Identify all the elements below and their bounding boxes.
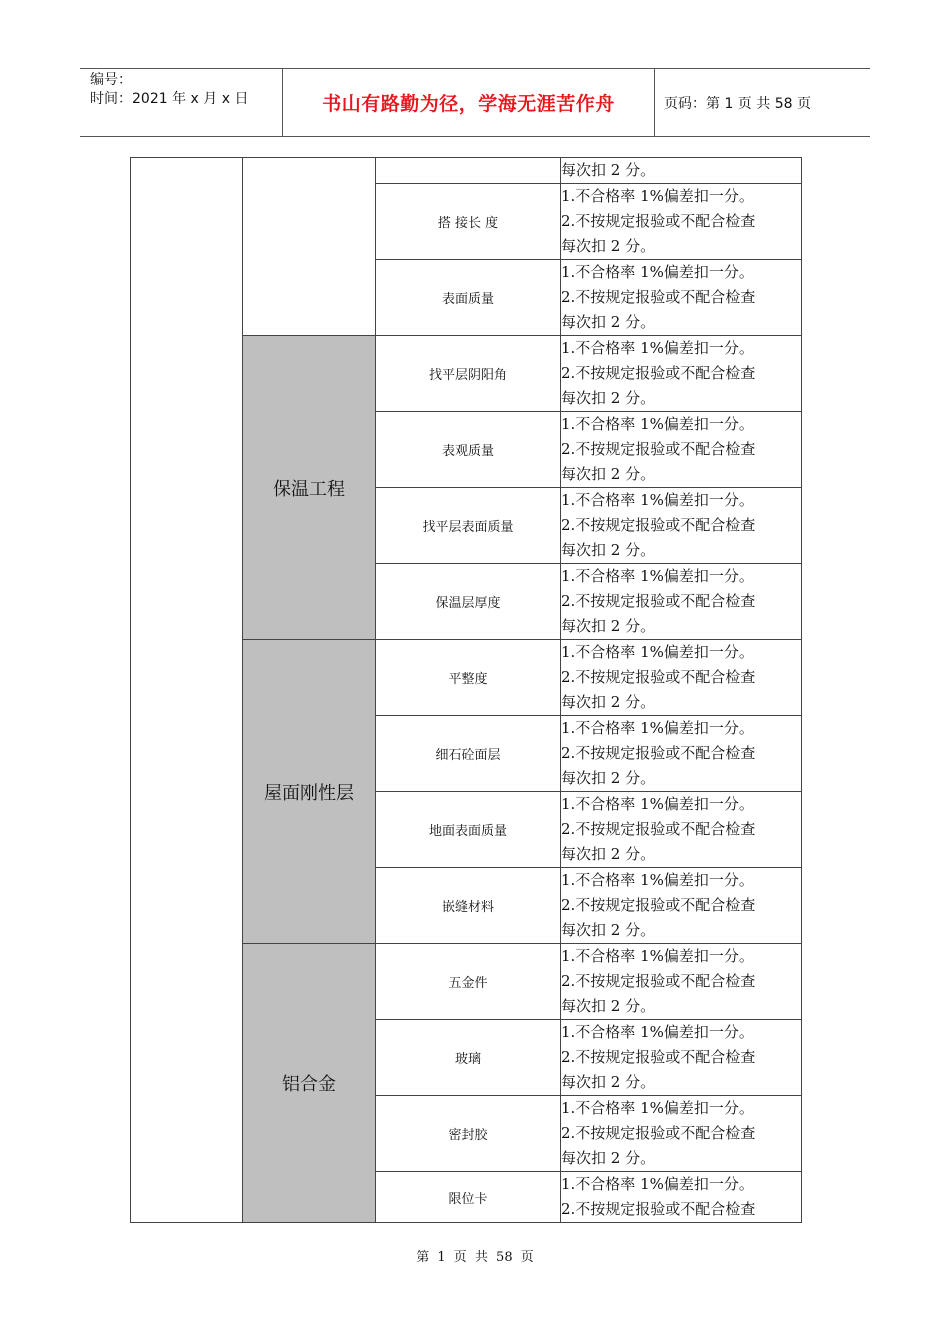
item-cell: 表面质量 — [376, 260, 561, 336]
category-cell: 屋面刚性层 — [243, 640, 376, 944]
criteria-line2: 2.不按规定报验或不配合检查 — [561, 1200, 756, 1218]
number-label: 编号： — [90, 72, 132, 88]
criteria-cell — [561, 564, 802, 640]
table-row — [131, 158, 802, 184]
item-cell — [376, 158, 561, 184]
criteria-line1: 1.不合格率 1%偏差扣一分。 — [561, 1023, 754, 1041]
criteria-cell — [561, 868, 802, 944]
criteria-line3: 每次扣 2 分。 — [561, 997, 656, 1015]
criteria-line1: 1.不合格率 1%偏差扣一分。 — [561, 491, 754, 509]
criteria-line1: 1.不合格率 1%偏差扣一分。 — [561, 1175, 754, 1193]
category-cell — [243, 158, 376, 336]
criteria-line1: 1.不合格率 1%偏差扣一分。 — [561, 1099, 754, 1117]
page-footer: 第 1 页 共 58 页 — [416, 1250, 534, 1265]
criteria-line2: 2.不按规定报验或不配合检查 — [561, 820, 756, 838]
criteria-line3: 每次扣 2 分。 — [561, 769, 656, 787]
criteria-line1: 1.不合格率 1%偏差扣一分。 — [561, 795, 754, 813]
criteria-line1: 1.不合格率 1%偏差扣一分。 — [561, 187, 754, 205]
criteria-line1: 1.不合格率 1%偏差扣一分。 — [561, 263, 754, 281]
criteria-line3: 每次扣 2 分。 — [561, 921, 656, 939]
page-header — [80, 68, 870, 137]
item-cell: 玻璃 — [376, 1020, 561, 1096]
criteria-cell — [561, 184, 802, 260]
criteria-line2: 2.不按规定报验或不配合检查 — [561, 972, 756, 990]
criteria-line2: 2.不按规定报验或不配合检查 — [561, 440, 756, 458]
criteria-line1: 1.不合格率 1%偏差扣一分。 — [561, 339, 754, 357]
item-cell: 平整度 — [376, 640, 561, 716]
item-cell: 限位卡 — [376, 1172, 561, 1223]
criteria-cell — [561, 640, 802, 716]
criteria-line1: 1.不合格率 1%偏差扣一分。 — [561, 871, 754, 889]
criteria-line3: 每次扣 2 分。 — [561, 1149, 656, 1167]
criteria-line2: 2.不按规定报验或不配合检查 — [561, 364, 756, 382]
inspection-table — [130, 157, 802, 1223]
criteria-line2: 2.不按规定报验或不配合检查 — [561, 1124, 756, 1142]
criteria-line3: 每次扣 2 分。 — [561, 161, 656, 179]
criteria-line1: 1.不合格率 1%偏差扣一分。 — [561, 643, 754, 661]
criteria-line3: 每次扣 2 分。 — [561, 845, 656, 863]
item-cell: 表观质量 — [376, 412, 561, 488]
item-cell: 搭 接长 度 — [376, 184, 561, 260]
criteria-line3: 每次扣 2 分。 — [561, 693, 656, 711]
criteria-cell — [561, 716, 802, 792]
item-cell: 保温层厚度 — [376, 564, 561, 640]
item-cell: 找平层阴阳角 — [376, 336, 561, 412]
criteria-line3: 每次扣 2 分。 — [561, 1073, 656, 1091]
criteria-line2: 2.不按规定报验或不配合检查 — [561, 288, 756, 306]
criteria-line1: 1.不合格率 1%偏差扣一分。 — [561, 719, 754, 737]
criteria-line2: 2.不按规定报验或不配合检查 — [561, 1048, 756, 1066]
criteria-line2: 2.不按规定报验或不配合检查 — [561, 212, 756, 230]
criteria-cell — [561, 792, 802, 868]
criteria-line1: 1.不合格率 1%偏差扣一分。 — [561, 415, 754, 433]
criteria-cell — [561, 260, 802, 336]
item-cell: 嵌缝材料 — [376, 868, 561, 944]
time-label: 时间：2021 年 x 月 x 日 — [90, 91, 249, 107]
criteria-cell — [561, 944, 802, 1020]
criteria-line3: 每次扣 2 分。 — [561, 237, 656, 255]
criteria-line2: 2.不按规定报验或不配合检查 — [561, 896, 756, 914]
group-column-cell — [131, 158, 243, 1223]
motto-text: 书山有路勤为径，学海无涯苦作舟 — [322, 93, 615, 115]
criteria-line2: 2.不按规定报验或不配合检查 — [561, 744, 756, 762]
criteria-line3: 每次扣 2 分。 — [561, 389, 656, 407]
item-cell: 细石砼面层 — [376, 716, 561, 792]
criteria-line2: 2.不按规定报验或不配合检查 — [561, 516, 756, 534]
page-info-text: 页码：第 1 页 共 58 页 — [664, 95, 811, 112]
criteria-line3: 每次扣 2 分。 — [561, 617, 656, 635]
item-cell: 五金件 — [376, 944, 561, 1020]
criteria-line2: 2.不按规定报验或不配合检查 — [561, 668, 756, 686]
header-motto-cell — [282, 69, 655, 136]
header-meta — [80, 69, 282, 136]
item-cell: 地面表面质量 — [376, 792, 561, 868]
criteria-line3: 每次扣 2 分。 — [561, 465, 656, 483]
criteria-cell — [561, 412, 802, 488]
criteria-cell — [561, 158, 802, 184]
criteria-cell — [561, 1172, 802, 1223]
criteria-cell — [561, 1096, 802, 1172]
criteria-line1: 1.不合格率 1%偏差扣一分。 — [561, 567, 754, 585]
item-cell: 密封胶 — [376, 1096, 561, 1172]
criteria-cell — [561, 1020, 802, 1096]
criteria-line3: 每次扣 2 分。 — [561, 313, 656, 331]
header-page-info — [655, 69, 870, 136]
criteria-line3: 每次扣 2 分。 — [561, 541, 656, 559]
criteria-line2: 2.不按规定报验或不配合检查 — [561, 592, 756, 610]
category-cell: 保温工程 — [243, 336, 376, 640]
criteria-line1: 1.不合格率 1%偏差扣一分。 — [561, 947, 754, 965]
criteria-cell — [561, 336, 802, 412]
category-cell: 铝合金 — [243, 944, 376, 1223]
item-cell: 找平层表面质量 — [376, 488, 561, 564]
criteria-cell — [561, 488, 802, 564]
